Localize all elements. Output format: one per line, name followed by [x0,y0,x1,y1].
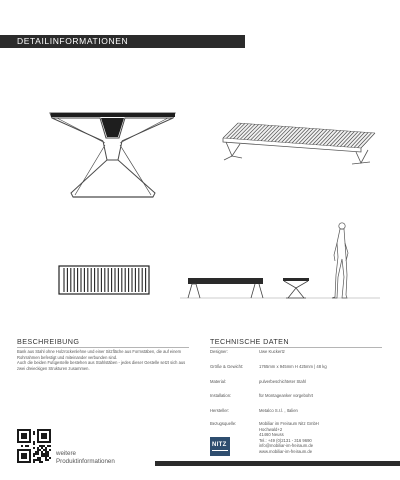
spec-label: Hersteller: [210,408,230,413]
spec-value-line: Tel.: +49 (0)2131 - 316 9690 [259,437,312,443]
qr-label-line: weitere [56,450,76,457]
specs-divider [210,347,382,348]
spec-value: 1765mm x 945mm H 425mm | 48 kg [259,364,327,369]
specs-heading: TECHNISCHE DATEN [210,337,289,346]
nitz-logo [210,437,230,456]
page-title: DETAILINFORMATIONEN [17,36,129,46]
footer-bar [155,461,400,466]
spec-value-line[interactable]: info@mobiliar-im-freiraum.de [259,443,314,448]
spec-value: für Montageanker vorgebohrt [259,393,314,398]
spec-label: Bezugsquelle: [210,421,237,426]
spec-value-line[interactable]: www.mobiliar-im-freiraum.de [259,448,313,454]
bench-side-elevation-image [180,215,380,305]
spec-value-line: Mobiliar im Freiraum Nitz GmbH [259,421,319,426]
spec-label: Designer: [210,349,228,354]
qr-code-image[interactable] [17,429,51,463]
bench-perspective-image [218,118,378,166]
qr-label[interactable] [56,450,115,466]
header-bar [0,35,245,48]
description-text [17,349,189,371]
qr-label-line: Produktinformationen [56,458,115,465]
description-paragraph: Bank aus Stahl ohne Holzrückenlehne und einer Sitzfläche aus Formstäben, die auf einem Rohrrahmen befestigt und miteinander verbunden sind. [17,349,182,360]
description-divider [17,347,189,348]
description-paragraph: Auch die beiden Fußgestelle bestehen aus Stahlstäben - jedes dieser Gestelle setzt sich aus zwei dreieckigen Strukturen zusammen. [17,360,186,371]
spec-value-line: Hochwald+2 [259,426,283,432]
spec-label: Größe & Gewicht: [210,364,244,369]
description-heading: BESCHREIBUNG [17,337,80,346]
spec-value-line: 41460 Neuss [259,432,284,437]
spec-value: pulverbeschichteter Stahl [259,379,307,384]
logo-text: NITZ [212,442,227,448]
bench-front-view-image [45,105,180,205]
spec-label: Installation: [210,393,232,398]
spec-value: Metalco S.r.l. , Italien [259,408,298,413]
spec-label: Material: [210,379,227,384]
bench-top-view-image [58,265,150,295]
spec-value: Uwe Kuckertz [259,349,285,354]
